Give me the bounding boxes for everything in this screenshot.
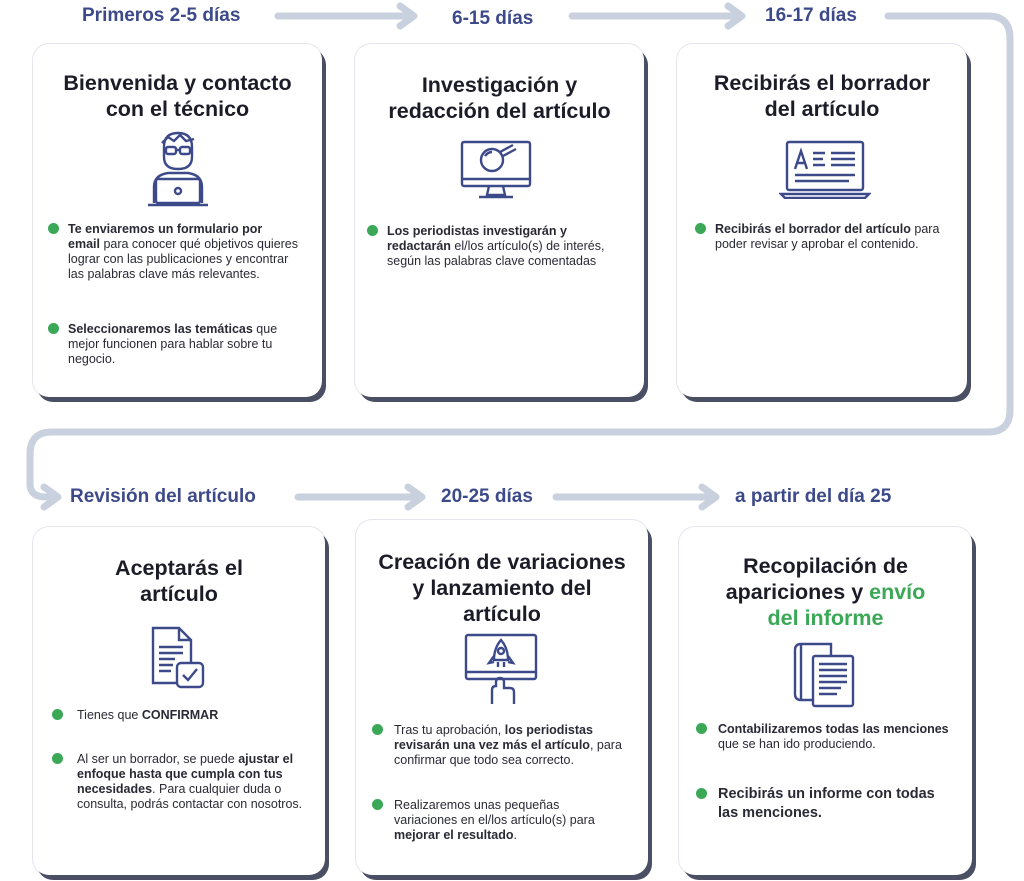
card-bullet: Seleccionaremos las temáticas que mejor funcionen para hablar sobre tu negocio. [68, 322, 308, 367]
bullet-dot [696, 723, 707, 734]
phase-label-6: a partir del día 25 [735, 486, 892, 507]
step-card-draft [677, 44, 967, 397]
card-title: Recibirás el borrador del artículo [713, 71, 931, 121]
card-bullet: Contabilizaremos todas las menciones que se han ido produciendo. [718, 722, 954, 752]
bullet-dot [52, 753, 63, 764]
step-card-report [679, 527, 972, 875]
bullet-dot [48, 223, 59, 234]
bullet-dot [48, 323, 59, 334]
card-title: Recopilación de apariciones y envío del informe [725, 554, 926, 630]
card-bullet: Recibirás un informe con todas las menciones. [718, 785, 938, 823]
step-card-accept [33, 527, 325, 875]
step-card-research [355, 44, 644, 397]
card-title: Bienvenida y contacto con el técnico [63, 71, 292, 121]
laptop-document-icon [779, 139, 871, 199]
card-bullet: Realizaremos unas pequeñas variaciones en el/los artículo(s) para mejorar el resultado. [394, 798, 626, 843]
phase-label-5: 20-25 días [441, 486, 533, 507]
card-title: Aceptarás el artículo [115, 556, 243, 606]
card-bullet: Te enviaremos un formulario por email para conocer qué objetivos quieres lograr con las publicaciones y encontrar las palabras clave más relevantes. [68, 222, 304, 282]
monitor-search-icon [459, 139, 533, 199]
card-bullet: Tras tu aprobación, los periodistas revisarán una vez más el artículo, para confirmar que todo sea correcto. [394, 723, 634, 768]
person-laptop-icon [146, 129, 210, 207]
bullet-dot [367, 225, 378, 236]
bullet-dot [695, 223, 706, 234]
bullet-dot [372, 799, 383, 810]
phase-label-4: Revisión del artículo [70, 486, 256, 507]
phase-label-1: Primeros 2-5 días [82, 5, 241, 26]
phase-label-2: 6-15 días [452, 8, 534, 29]
bullet-dot [52, 709, 63, 720]
card-title: Creación de variaciones y lanzamiento del artículo [378, 550, 626, 626]
step-card-launch [356, 520, 648, 875]
card-bullet: Al ser un borrador, se puede ajustar el enfoque hasta que cumpla con tus necesidades. Para cualquier duda o consulta, podrás contactar con nosotros. [77, 752, 305, 812]
document-check-icon [149, 625, 207, 691]
documents-stack-icon [791, 640, 859, 710]
card-bullet: Los periodistas investigarán y redactarán el/los artículo(s) de interés, según las palabras clave comentadas [387, 224, 627, 269]
bullet-dot [372, 724, 383, 735]
card-bullet: Recibirás el borrador del artículo para poder revisar y aprobar el contenido. [715, 222, 951, 252]
phase-label-3: 16-17 días [765, 5, 857, 26]
card-bullet: Tienes que CONFIRMAR [77, 708, 313, 723]
card-title: Investigación y redacción del artículo [388, 73, 611, 123]
step-card-welcome [33, 44, 322, 397]
bullet-dot [696, 788, 707, 799]
laptop-rocket-icon [462, 632, 540, 706]
